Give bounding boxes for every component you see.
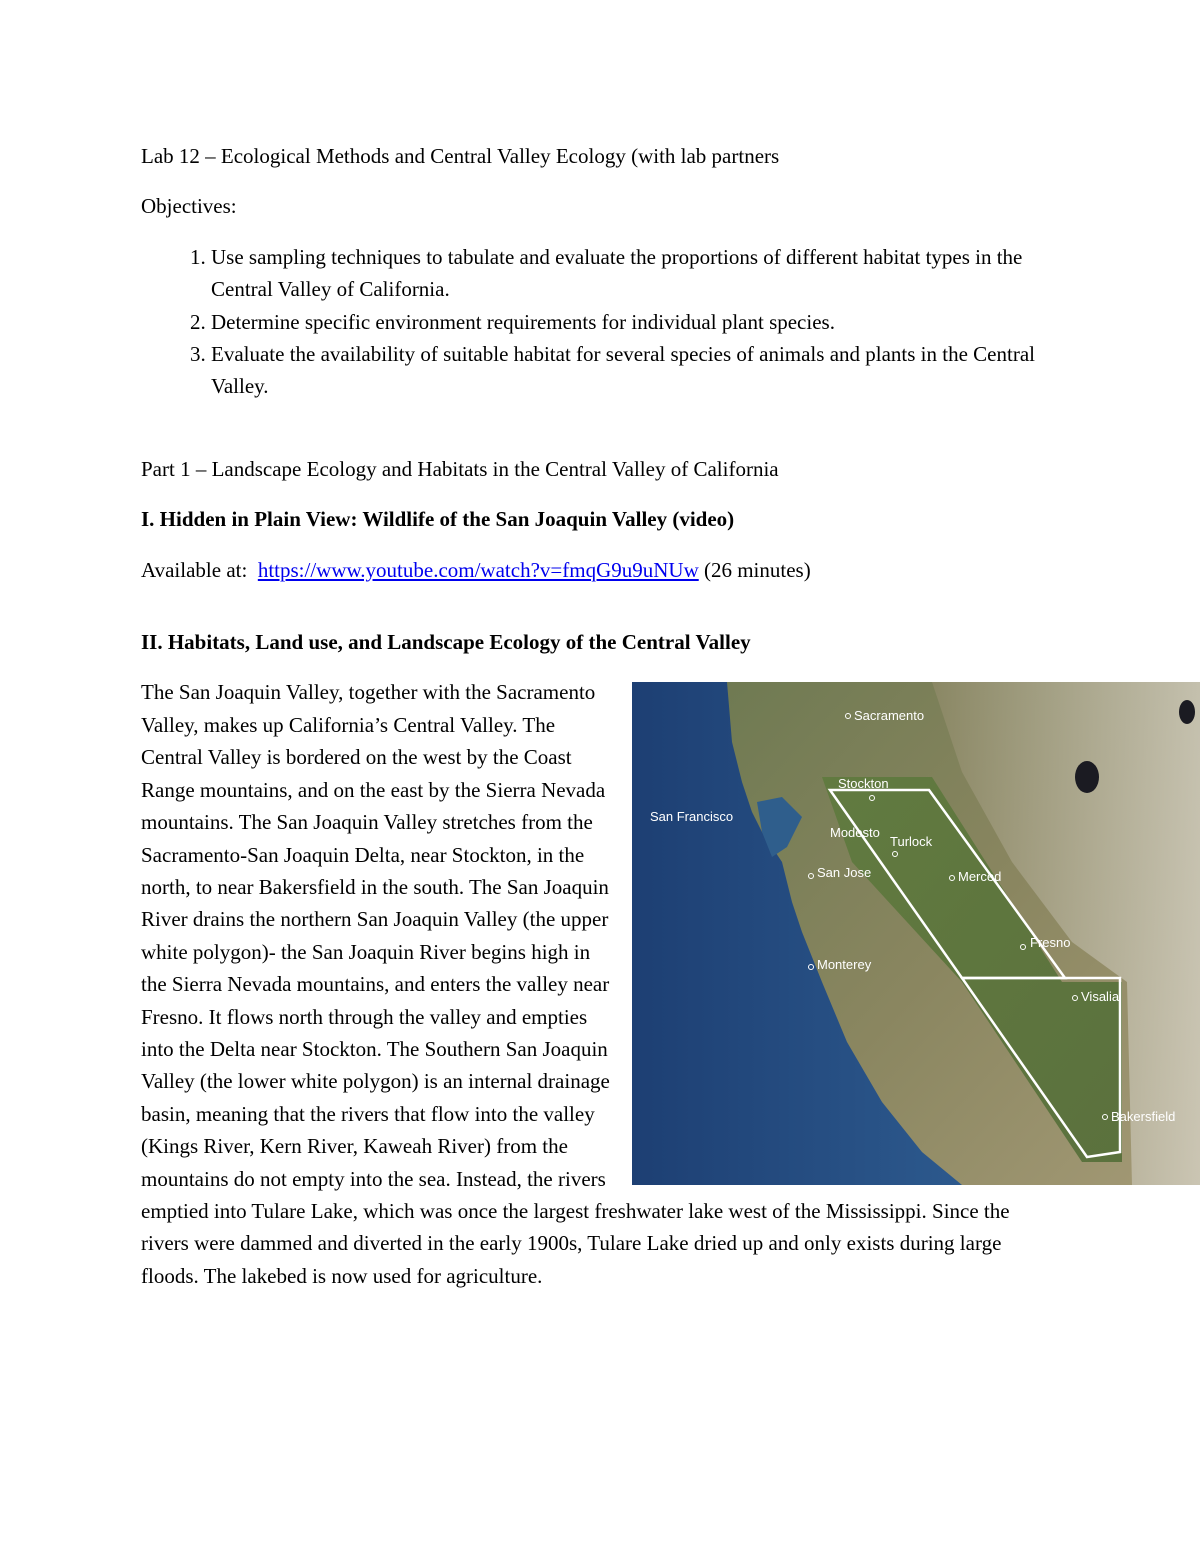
video-link[interactable]: https://www.youtube.com/watch?v=fmqG9u9uNUw bbox=[257, 557, 699, 582]
video-availability bbox=[141, 554, 1061, 586]
map-label-monterey: Monterey bbox=[817, 957, 872, 973]
section2-heading: II. Habitats, Land use, and Landscape Ecology of the Central Valley bbox=[141, 630, 751, 655]
map-label-turlock: Turlock bbox=[890, 834, 933, 850]
available-prefix: Available at: bbox=[141, 557, 248, 582]
document-page bbox=[141, 140, 1176, 1292]
central-valley-satellite-map bbox=[632, 682, 1200, 1185]
section1-heading: I. Hidden in Plain View: Wildlife of the San Joaquin Valley (video) bbox=[141, 507, 735, 532]
objective-item: 2. Determine specific environment requirements for individual plant species. bbox=[211, 306, 1061, 338]
map-label-sacramento: Sacramento bbox=[854, 708, 925, 724]
section2-paragraph: The San Joaquin Valley, together with the Sacramento Valley, makes up California’s Central Valley. The Central Valley is bordered on the west by the Coast Range mountains, and on the east by the Sierra Nevada mountains. The San Joaquin Valley stretches from the Sacramento-San Joaquin Delta, near Stockton, in the north, to near Bakersfield in the south. The San Joaquin River drains the northern San Joaquin Valley (the upper white polygon)- the San Joaquin River begins high in the Sierra Nevada mountains, and enters the valley near Fresno. It flows north through the valley and empties into the Delta near Stockton. The Southern San Joaquin Valley (the lower white polygon) is an internal drainage basin, meaning that the rivers that flow into the valley (Kings River, Kern River, Kaweah River) from the mountains do not empty into the sea. Instead, the rivers emptied into Tulare Lake, which was once the largest freshwater lake west of the Mississippi. Since the rivers were dammed and diverted in the early 1900s, Tulare Lake dried up and only exists during large floods. The lakebed is now used for agriculture. bbox=[141, 680, 1010, 1288]
document-title: Lab 12 – Ecological Methods and Central Valley Ecology (with lab partners bbox=[141, 144, 780, 168]
map-label-san-jose: San Jose bbox=[817, 865, 872, 881]
map-label-san-francisco: San Francisco bbox=[650, 809, 734, 825]
map-label-bakersfield: Bakersfield bbox=[1111, 1109, 1176, 1125]
objective-item: 3. Evaluate the availability of suitable habitat for several species of animals and plants in the Central Valley. bbox=[211, 338, 1061, 403]
available-suffix: (26 minutes) bbox=[703, 557, 811, 582]
map-label-fresno: Fresno bbox=[1030, 935, 1071, 951]
map-label-visalia: Visalia bbox=[1081, 989, 1120, 1005]
map-image bbox=[632, 682, 1200, 1185]
part1-heading: Part 1 – Landscape Ecology and Habitats in the Central Valley of California bbox=[141, 456, 779, 481]
section2-body bbox=[141, 676, 1176, 1292]
map-label-merced: Merced bbox=[958, 869, 1002, 885]
objectives-list bbox=[141, 241, 1061, 403]
objectives-heading: Objectives: bbox=[141, 194, 237, 219]
map-label-stockton: Stockton bbox=[838, 776, 889, 792]
objective-item: 1. Use sampling techniques to tabulate and evaluate the proportions of different habitat types in the Central Valley of California. bbox=[211, 241, 1061, 306]
map-label-modesto: Modesto bbox=[830, 825, 880, 841]
